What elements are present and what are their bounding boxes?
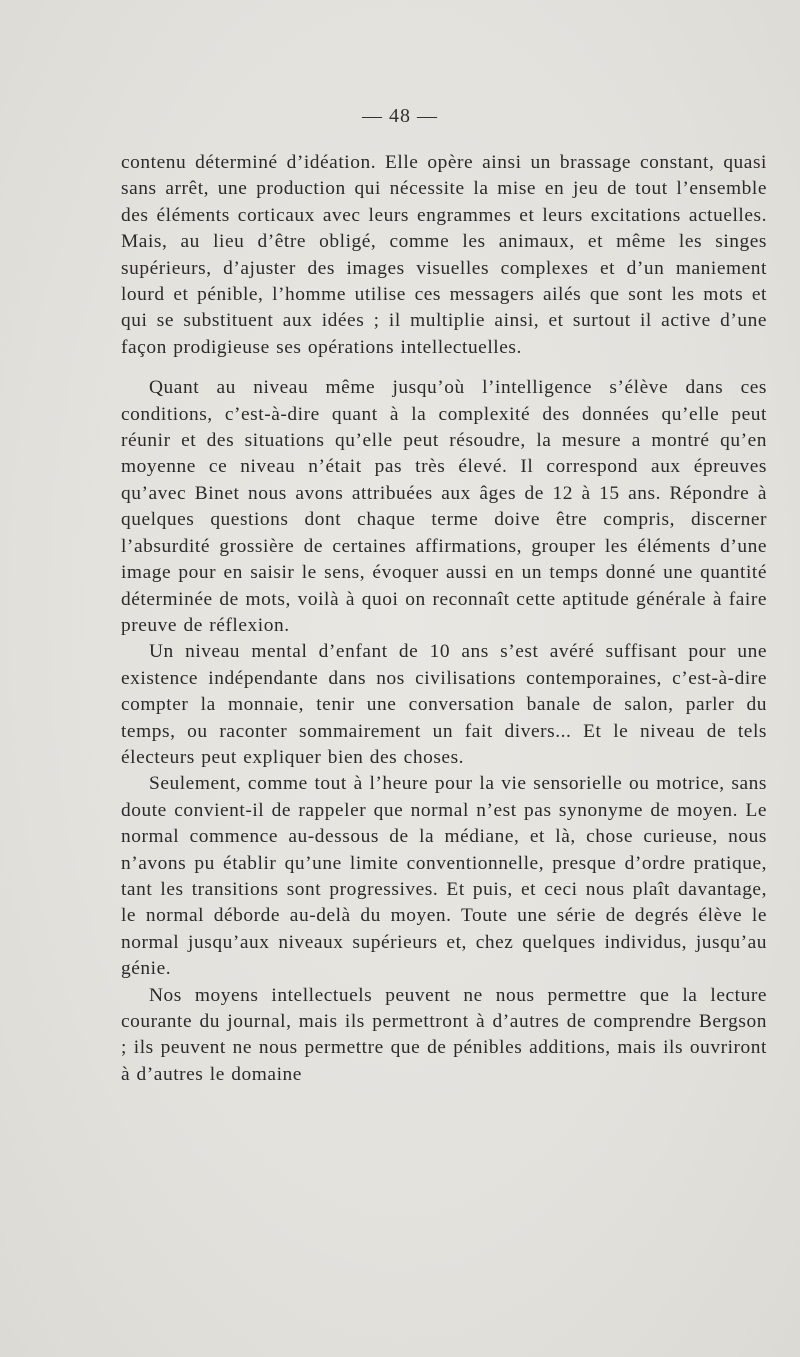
paragraph-1: contenu déterminé d’idéation. Elle opère ainsi un brassage constant, quasi sans arrêt, une production qui nécessite la mise en jeu de tout l’ensemble des éléments corticaux avec leurs engrammes et leurs excitations actuelles. Mais, au lieu d’être obligé, comme les animaux, et même les singes supérieurs, d’ajuster des images visuelles complexes et d’un maniement lourd et pénible, l’homme utilise ces messagers ailés que sont les mots et qui se substituent aux idées ; il multiplie ainsi, et surtout il active d’une façon prodigieuse ses opérations intellectuelles. <box>121 152 767 358</box>
page-number: — 48 — <box>362 105 438 127</box>
paragraph-3: Un niveau mental d’enfant de 10 ans s’est avéré suffisant pour une existence indépendante dans nos civilisations contemporaines, c’est-à-dire compter la monnaie, tenir une conversation banale de salon, parler du temps, ou raconter sommairement un fait divers... Et le niveau de tels électeurs peut expliquer bien des choses. <box>121 641 767 768</box>
paragraph-2: Quant au niveau même jusqu’où l’intelligence s’élève dans ces conditions, c’est-à-dire quant à la complexité des données qu’elle peut réunir et des situations qu’elle peut résoudre, la mesure a montré qu’en moyenne ce niveau n’était pas très élevé. Il correspond aux épreuves qu’avec Binet nous avons attribuées aux âges de 12 à 15 ans. Répondre à quelques questions dont chaque terme doive être compris, discerner l’absurdité grossière de certaines affirmations, grouper les éléments d’une image pour en saisir le sens, évoquer aussi en un temps donné une quantité déterminée de mots, voilà à quoi on reconnaît cette aptitude générale à faire preuve de réflexion. <box>121 377 767 636</box>
paragraph-4: Seulement, comme tout à l’heure pour la vie sensorielle ou motrice, sans doute convient-il de rappeler que normal n’est pas synonyme de moyen. Le normal commence au-dessous de la médiane, et là, chose curieuse, nous n’avons pu établir qu’une limite conventionnelle, presque d’ordre pratique, tant les transitions sont progressives. Et puis, et ceci nous plaît davantage, le normal déborde au-delà du moyen. Toute une série de degrés élève le normal jusqu’aux niveaux supérieurs et, chez quelques individus, jusqu’au génie. <box>121 773 767 980</box>
body-text <box>121 150 767 1088</box>
paragraph-5: Nos moyens intellectuels peuvent ne nous permettre que la lecture courante du journal, mais ils permettront à d’autres de comprendre Bergson ; ils peuvent ne nous permettre que de pénibles additions, mais ils ouvriront à d’autres le domaine <box>121 984 767 1085</box>
